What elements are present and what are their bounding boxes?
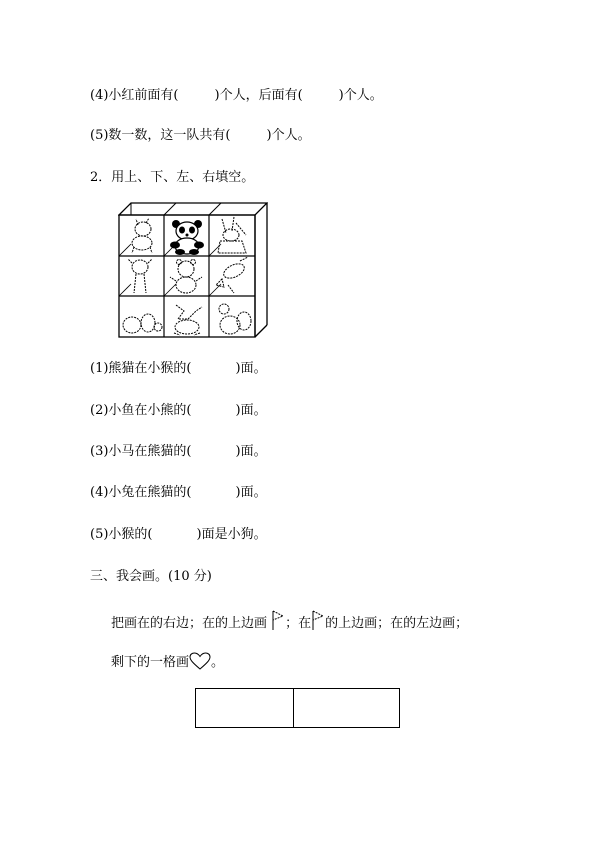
drawing-grid bbox=[195, 688, 400, 728]
q1-item-5: (5)数一数，这一队共有( )个人。 bbox=[90, 128, 311, 143]
q1-item-4: (4)小红前面有( )个人，后面有( )个人。 bbox=[90, 88, 383, 103]
monkey-sketch bbox=[128, 259, 152, 293]
panda-drawing bbox=[170, 220, 204, 255]
flag-icon bbox=[311, 610, 325, 630]
section3-title: 三、我会画。(10 分) bbox=[90, 569, 212, 584]
rabbit-sketch bbox=[218, 217, 246, 253]
chicks-sketch bbox=[219, 304, 251, 334]
animal-shelf-image bbox=[118, 201, 268, 339]
section3-instruction-line2: 剩下的一格画 。 bbox=[111, 652, 224, 672]
flag-icon bbox=[271, 610, 285, 630]
q2-item-3: (3)小马在熊猫的( )面。 bbox=[90, 444, 267, 459]
section3-instruction-line1: 把画在的右边；在的上边画 ；在 的上边画；在的左边画； bbox=[111, 610, 468, 633]
q2-item-1: (1)熊猫在小猴的( )面。 bbox=[90, 361, 267, 376]
horse-sketch bbox=[132, 218, 152, 253]
drawing-cell-left[interactable] bbox=[196, 689, 294, 728]
heart-icon bbox=[189, 652, 211, 670]
q2-item-5: (5)小猴的( )面是小狗。 bbox=[90, 527, 267, 542]
drawing-cell-right[interactable] bbox=[294, 689, 400, 728]
q2-title: 2．用上、下、左、右填空。 bbox=[90, 170, 255, 185]
dog-sketch bbox=[123, 314, 162, 333]
q2-item-4: (4)小兔在熊猫的( )面。 bbox=[90, 485, 267, 500]
bear-sketch bbox=[170, 260, 202, 294]
duck-sketch bbox=[174, 305, 202, 335]
fish-sketch bbox=[216, 257, 248, 293]
animal-shelf-drawing bbox=[118, 201, 268, 339]
q2-item-2: (2)小鱼在小熊的( )面。 bbox=[90, 403, 267, 418]
